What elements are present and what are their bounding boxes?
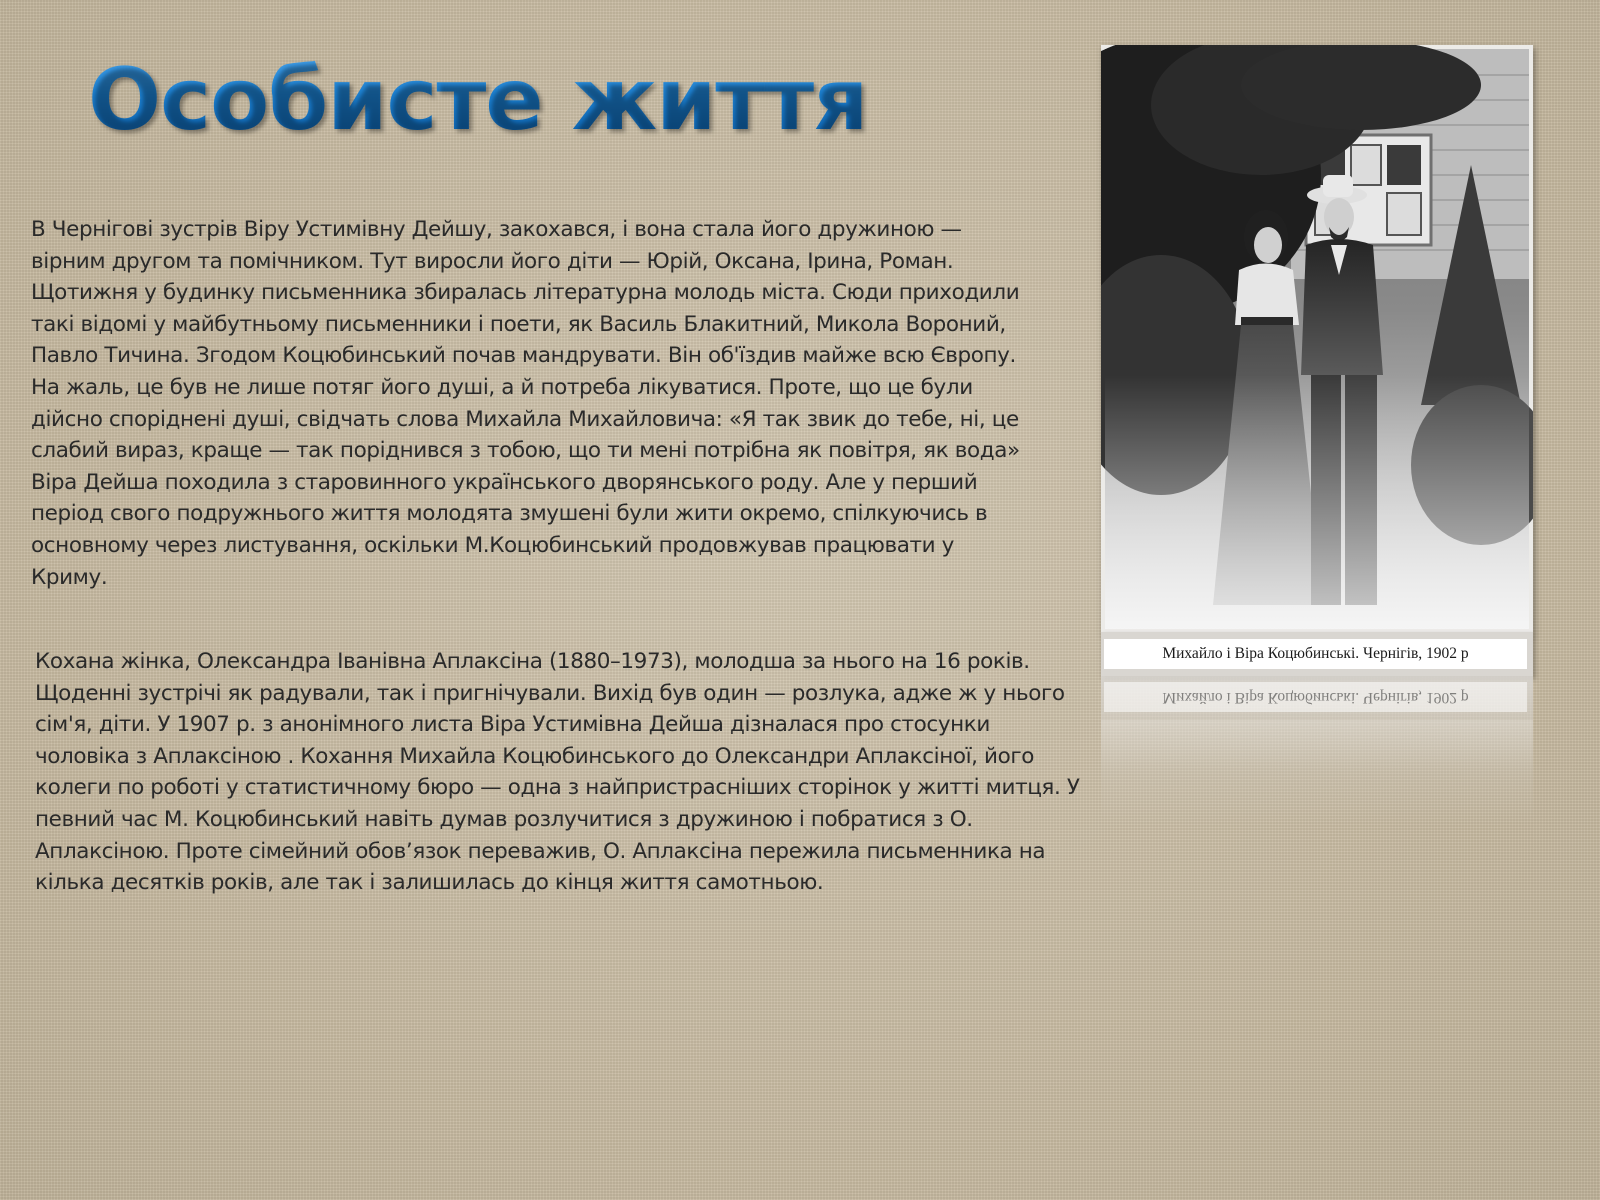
couple-photo <box>1101 45 1533 633</box>
text-line: Павло Тичина. Згодом Коцюбинський почав мандрувати. Він об'їздив майже всю Європу. <box>31 343 1016 369</box>
text-line: колеги по роботі у статистичному бюро — одна з найпристрасніших сторінок у житті митця. У <box>35 775 1080 801</box>
text-line: дійсно споріднені душі, свідчать слова Михайла Михайловича: «Я так звик до тебе, ні, це <box>31 406 1019 432</box>
text-line: період свого подружнього життя молодята змушені були жити окремо, спілкуючись в <box>31 501 988 527</box>
text-line: вірним другом та помічником. Тут виросли його діти — Юрій, Оксана, Ірина, Роман. <box>31 248 954 274</box>
text-line: такі відомі у майбутньому письменники і поети, як Василь Блакитний, Микола Вороний, <box>31 311 1006 337</box>
text-line: Криму. <box>31 564 108 590</box>
reflection-caption: Михайло і Віра Коцюбинські. Чернігів, 1902 р <box>1104 682 1527 712</box>
text-line: кілька десятків років, але так і залишилась до кінця життя самотньою. <box>35 870 824 896</box>
text-line: В Чернігові зустрів Віру Устимівну Дейшу, закохався, і вона стала його дружиною — <box>31 217 962 242</box>
slide-title: Особисте життя <box>88 50 868 150</box>
photo-caption-bar <box>1101 632 1533 676</box>
text-line: слабий вираз, краще — так поріднився з тобою, що ти мені потрібна як повітря, як вода» <box>31 438 1020 464</box>
text-line: Віра Дейша походила з старовинного українського дворянського роду. Але у перший <box>31 469 978 495</box>
photo-reflection <box>1101 676 1533 826</box>
text-line: Кохана жінка, Олександра Іванівна Аплаксіна (1880–1973), молодша за нього на 16 років. <box>35 649 1030 674</box>
paragraph-personal-life <box>31 214 1020 593</box>
photo-caption: Михайло і Віра Коцюбинські. Чернігів, 1902 р <box>1104 639 1527 669</box>
text-line: Щотижня у будинку письменника збиралась літературна молодь міста. Сюди приходили <box>31 280 1020 306</box>
text-line: Аплаксіною. Проте сімейний обов’язок переважив, О. Аплаксіна пережила письменника на <box>35 838 1046 864</box>
text-line: сім'я, діти. У 1907 р. з анонімного листа Віра Устимівна Дейша дізналася про стосунки <box>35 712 990 738</box>
text-line: певний час М. Коцюбинський навіть думав розлучитися з дружиною і побратися з О. <box>35 806 973 832</box>
reflection-bar <box>1101 676 1533 720</box>
couple-photo-image <box>1101 45 1533 633</box>
text-line: основному через листування, оскільки М.Коцюбинський продовжував працювати у <box>31 532 954 558</box>
text-line: На жаль, це був не лише потяг його душі, а й потреба лікуватися. Проте, що це були <box>31 374 973 400</box>
text-line: Щоденні зустрічі як радували, так і пригнічували. Вихід був один — розлука, адже ж у нього <box>35 680 1065 706</box>
paragraph-beloved-woman <box>35 646 1080 899</box>
reflection-fade <box>1101 720 1533 826</box>
text-line: чоловіка з Аплаксіною . Кохання Михайла Коцюбинського до Олександри Аплаксіної, його <box>35 743 1035 769</box>
